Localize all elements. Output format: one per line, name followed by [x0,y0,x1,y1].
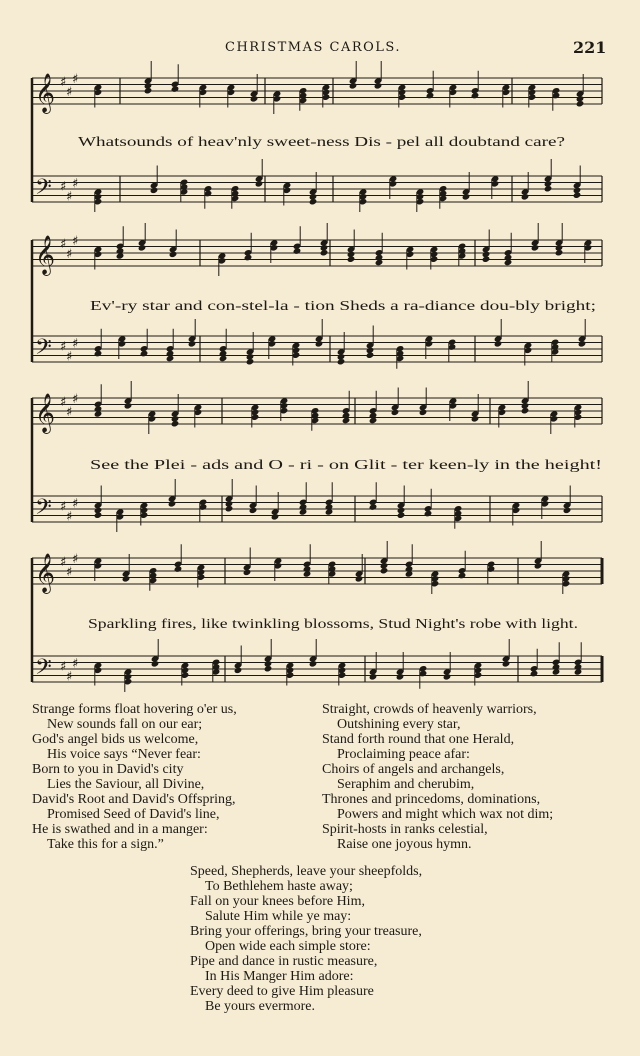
note-head [140,350,149,357]
note-head [174,565,183,572]
verse-line: Every deed to give Him pleasure [190,984,374,999]
note-head [138,244,147,251]
verse-line: Outshining every star, [337,717,461,732]
verse-line: Promised Seed of David's line, [47,807,220,822]
verse-line: Born to you in David's city [32,762,184,777]
note-head [482,256,491,263]
note-head [124,402,133,409]
note-head [188,340,197,347]
note-head [243,569,252,576]
page-header [0,40,640,60]
note-head [426,92,435,99]
sharp-icon: ♯ [60,395,67,410]
note-head [458,572,467,579]
note-head [462,193,471,200]
sharp-icon: ♯ [72,71,79,87]
note-head [94,512,103,519]
verses-two-columns [30,702,620,862]
verse-line: Seraphim and cherubim, [337,777,475,792]
lyric-line-3: See the Plei - ads and O - ri - on Glit - ter keen-ly in the height! [90,457,602,472]
verse-line: Powers and might which wax not dim; [337,807,554,822]
score-svg [0,60,640,700]
note-head [349,82,358,89]
sharp-icon: ♯ [72,551,79,567]
lyric-line-2: Ev'-ry star and con-stel-la - tion Sheds a ra-diance dou-bly bright; [90,298,596,313]
bass-clef-icon: 𝄢 [35,495,52,525]
sharp-icon: ♯ [66,349,73,365]
note-head [397,512,406,519]
note-head [534,562,543,569]
sharp-icon: ♯ [72,391,79,407]
verse-line: Salute Him while ye may: [205,909,352,924]
verse-column-left [32,702,322,852]
verse-line: Thrones and princedoms, dominations, [322,792,541,807]
note-head [369,503,378,510]
note-head [355,575,364,582]
verse-line: Proclaiming peace afar: [337,747,470,762]
note-head [249,507,258,514]
note-head [494,340,503,347]
treble-clef-icon: 𝄞 [35,393,56,433]
note-head [315,340,324,347]
verse-line: Speed, Shepherds, leave your sheepfolds, [190,864,423,879]
verse-line: Straight, crowds of heavenly warriors, [322,702,537,717]
sharp-icon: ♯ [72,336,79,352]
note-head [544,185,553,192]
note-head [424,510,433,517]
verse-line: New sounds fall on our ear; [47,717,203,732]
note-head [171,85,180,92]
note-head [271,513,280,520]
treble-clef-icon: 𝄞 [35,553,56,593]
sharp-icon: ♯ [66,669,73,685]
sharp-icon: ♯ [72,233,79,249]
note-head [555,249,564,256]
sharp-icon: ♯ [60,339,67,355]
verse-line: Choirs of angels and archangels, [322,762,505,777]
verse-line: David's Root and David's Offspring, [32,792,236,807]
note-head [244,254,253,261]
verse-line: In His Manger Him adore: [205,969,354,984]
note-head [521,193,530,200]
note-head [471,415,480,422]
note-head [264,665,273,672]
verse-line: Bring your offerings, bring your treasure, [190,924,422,939]
bass-clef-icon: 𝄢 [35,655,52,685]
note-head [471,92,480,99]
note-head [151,660,160,667]
sharp-icon: ♯ [66,564,73,580]
note-head [246,358,255,365]
verse-line: He is swathed and in a manger: [32,822,208,837]
sharp-icon: ♯ [72,496,79,512]
note-head [347,256,356,263]
treble-clef-icon: 𝄞 [35,235,56,275]
sharp-icon: ♯ [60,659,67,675]
note-head [255,180,264,187]
note-head [293,247,302,254]
verse-line: Lies the Saviour, all Divine, [47,777,205,792]
sharp-icon: ♯ [66,189,73,205]
sharp-icon: ♯ [60,555,67,570]
note-head [578,340,587,347]
sharp-icon: ♯ [72,656,79,672]
note-head [443,673,452,680]
note-head [576,100,585,107]
lyric-line-1: Whatsounds of heav'nly sweet-ness Dis - pel all doubtand care? [78,134,565,149]
sharp-icon: ♯ [66,84,73,100]
note-head [122,575,131,582]
note-head [502,660,511,667]
note-head [309,198,318,205]
note-head [309,660,318,667]
verse-line: His voice says “Never fear: [47,747,201,762]
note-head [94,350,103,357]
verse-line: Fall on your knees before Him, [190,894,365,909]
note-head [225,505,234,512]
note-head [396,673,405,680]
sharp-icon: ♯ [66,246,73,262]
note-head [320,249,329,256]
verse-line: Raise one joyous hymn. [337,837,472,852]
notes-layer [94,61,593,692]
note-head [531,244,540,251]
note-head [563,507,572,514]
sharp-icon: ♯ [72,176,79,192]
verse-line: To Bethlehem haste away; [205,879,353,894]
note-head [234,667,243,674]
note-head [530,670,539,677]
bass-clef-icon: 𝄢 [35,175,52,205]
sharp-icon: ♯ [66,404,73,420]
sharp-icon: ♯ [60,75,67,90]
note-head [168,500,177,507]
verse-line: Strange forms float hovering o'er us, [32,702,237,717]
verse-line: Take this for a sign.” [47,837,164,852]
note-head [521,407,530,414]
running-title: CHRISTMAS CAROLS. [225,40,402,55]
note-head [374,82,383,89]
treble-clef-icon: 𝄞 [35,73,56,113]
note-head [391,409,400,416]
verse-line: God's angel bids us welcome, [32,732,199,747]
music-score [0,60,640,700]
sharp-icon: ♯ [66,509,73,525]
verse-line: Be yours evermore. [205,999,316,1014]
note-head [369,673,378,680]
note-head [366,352,375,359]
note-head [250,95,259,102]
verse-bottom [190,864,490,1014]
lyric-line-4: Sparkling fires, like twinkling blossoms, Stud Night's robe with light. [88,616,578,631]
note-head [419,409,428,416]
note-head [171,420,180,427]
note-head [150,187,159,194]
verse-line: Spirit-hosts in ranks celestial, [322,822,488,837]
note-head [337,358,346,365]
page-number: 221 [573,38,607,57]
verse-line: Stand forth round that one Herald, [322,732,515,747]
note-head [380,567,389,574]
sharp-icon: ♯ [60,237,67,252]
note-head [169,251,178,258]
note-head [144,87,153,94]
note-head [573,192,582,199]
verse-line: Open wide each simple store: [205,939,371,954]
staves-layer [32,72,602,685]
sharp-icon: ♯ [60,179,67,195]
verse-line: Pipe and dance in rustic measure, [190,954,378,969]
sharp-icon: ♯ [60,499,67,515]
verse-column-right [322,702,612,852]
bass-clef-icon: 𝄢 [35,335,52,365]
